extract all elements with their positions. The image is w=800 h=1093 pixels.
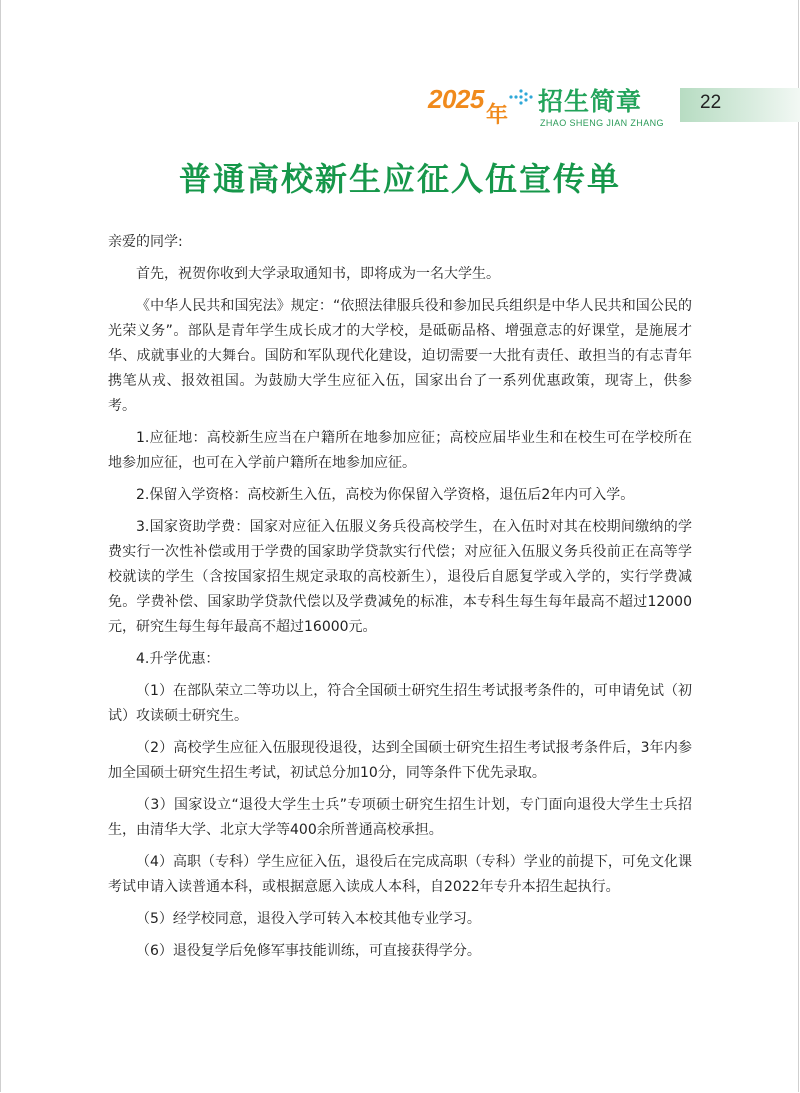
- policy-subitem-3: （3）国家设立“退役大学生士兵”专项硕士研究生招生计划，专门面向退役大学生士兵招生，由清华大学、北京大学等400余所普通高校承担。: [108, 797, 692, 838]
- arrow-right-icon: [508, 86, 536, 108]
- policy-subitem-5: （5）经学校同意，退役入学可转入本校其他专业学习。: [136, 911, 481, 927]
- document-body: [108, 230, 692, 971]
- greeting: 亲爱的同学:: [108, 234, 183, 250]
- page-number-tab: [680, 88, 800, 122]
- policy-item-4: 4.升学优惠：: [136, 651, 220, 667]
- brand-title: 招生简章: [538, 87, 643, 116]
- policy-item-2: 2.保留入学资格：高校新生入伍，高校为你保留入学资格，退伍后2年内可入学。: [136, 487, 635, 503]
- policy-item-3: 3.国家资助学费：国家对应征入伍服义务兵役高校学生，在入伍时对其在校期间缴纳的学费实行一次性补偿或用于学费的国家助学贷款实行代偿；对应征入伍服义务兵役前正在高等学校就读的学生（含按国家招生规定录取的高校新生），退役后自愿复学或入学的，实行学费减免。学费补偿、国家助学贷款代偿以及学费减免的标准，本专科生每生每年最高不超过12000元，研究生每生每年最高不超过16000元。: [108, 519, 692, 635]
- year-label: 2025: [428, 84, 484, 114]
- brand-pinyin: ZHAO SHENG JIAN ZHANG: [540, 118, 664, 128]
- policy-subitem-4: （4）高职（专科）学生应征入伍，退役后在完成高职（专科）学业的前提下，可免文化课考试申请入读普通本科，或根据意愿入读成人本科，自2022年专升本招生起执行。: [108, 854, 692, 895]
- policy-subitem-2: （2）高校学生应征入伍服现役退役，达到全国硕士研究生招生考试报考条件后，3年内参加全国硕士研究生招生考试，初试总分加10分，同等条件下优先录取。: [108, 740, 692, 781]
- page-number: 22: [700, 92, 722, 113]
- intro-paragraph-2: 《中华人民共和国宪法》规定：“依照法律服兵役和参加民兵组织是中华人民共和国公民的光荣义务”。部队是青年学生成长成才的大学校，是砥砺品格、增强意志的好课堂，是施展才华、成就事业的大舞台。国防和军队现代化建设，迫切需要一大批有责任、敢担当的有志青年携笔从戎、报效祖国。为鼓励大学生应征入伍，国家出台了一系列优惠政策，现寄上，供参考。: [108, 298, 692, 414]
- year-char: 年: [486, 103, 509, 128]
- document-title: 普通高校新生应征入伍宣传单: [178, 160, 621, 198]
- policy-item-1: 1.应征地：高校新生应当在户籍所在地参加应征；高校应届毕业生和在校生可在学校所在地参加应征，也可在入学前户籍所在地参加应征。: [108, 430, 692, 471]
- policy-subitem-1: （1）在部队荣立二等功以上，符合全国硕士研究生招生考试报考条件的，可申请免试（初试）攻读硕士研究生。: [108, 683, 692, 724]
- page-header: [0, 0, 800, 140]
- intro-paragraph-1: 首先，祝贺你收到大学录取通知书，即将成为一名大学生。: [136, 266, 500, 282]
- policy-subitem-6: （6）退役复学后免修军事技能训练，可直接获得学分。: [136, 943, 481, 959]
